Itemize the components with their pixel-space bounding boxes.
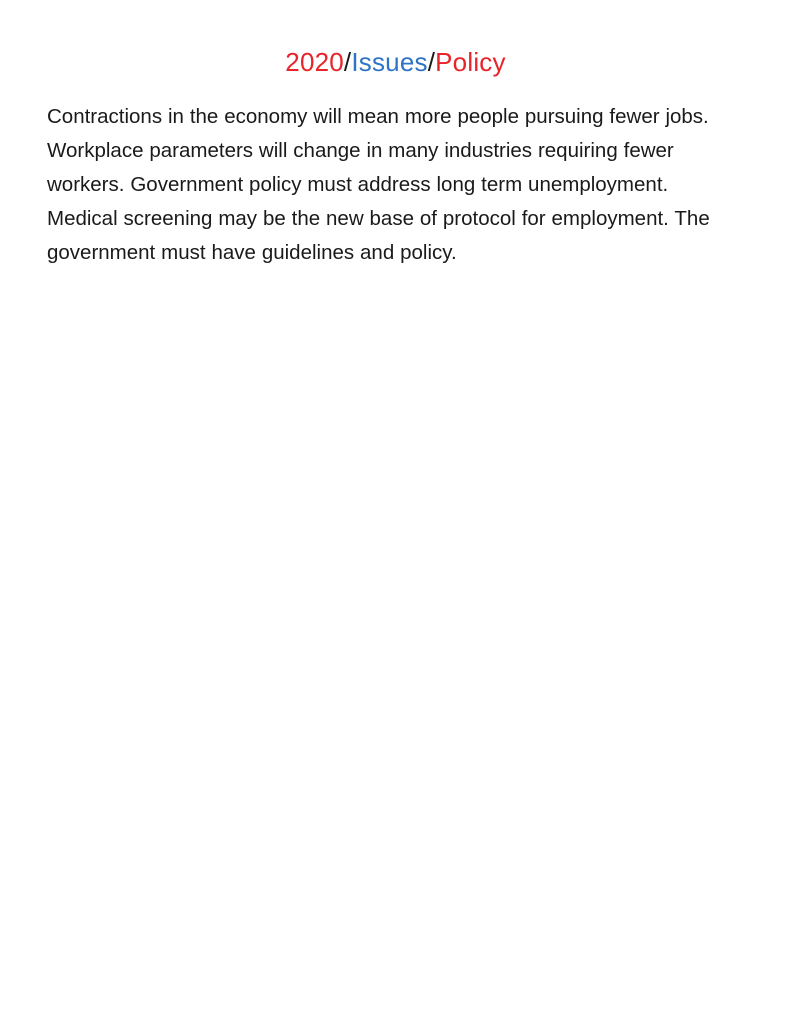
title-segment-year: 2020 — [285, 47, 344, 77]
title-separator-1: / — [343, 47, 352, 77]
title-separator-2: / — [427, 47, 436, 77]
title-segment-issues: Issues — [351, 47, 428, 77]
body-paragraph: Contractions in the economy will mean more people pursuing fewer jobs. Workplace parameters will change in many industries requiring fewer workers. Government policy must address long term unemployment. Medical screening may be the new base of protocol for employment. The government must have guidelines and policy. — [47, 105, 710, 265]
title-segment-policy: Policy — [435, 47, 506, 77]
document-body — [0, 78, 791, 270]
page-title — [0, 0, 791, 78]
